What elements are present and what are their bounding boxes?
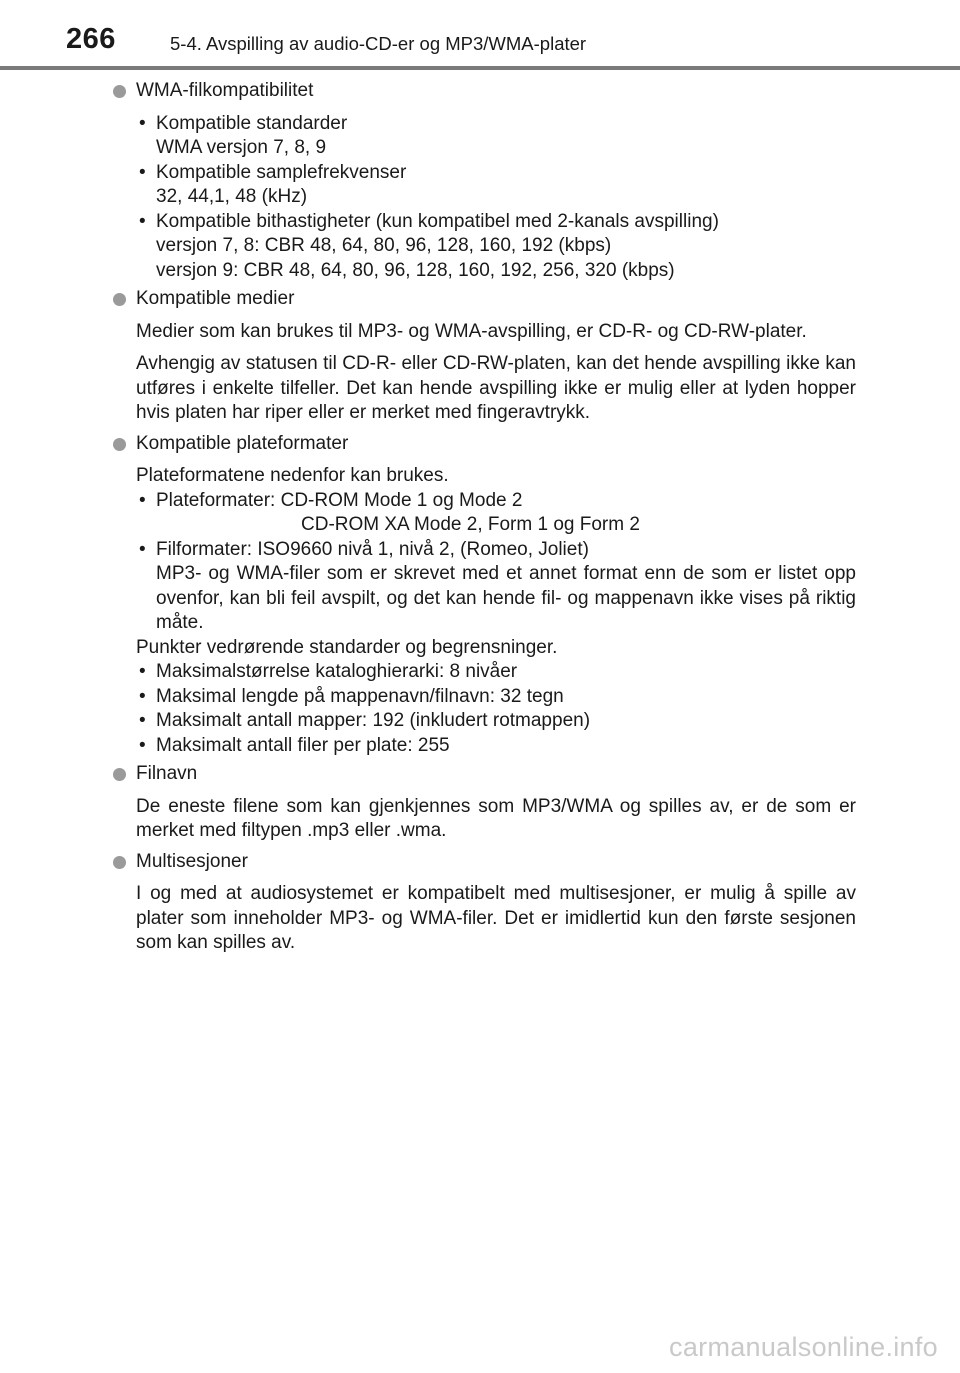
limits-list: [136, 660, 856, 758]
bullet-icon: •: [139, 112, 146, 134]
item-label: Filformater: ISO9660 nivå 1, nivå 2, (Romeo, Joliet): [156, 538, 589, 560]
item-detail: versjon 7, 8: CBR 48, 64, 80, 96, 128, 160, 192 (kbps): [156, 235, 612, 256]
section-body: [111, 795, 856, 844]
item-label: Kompatible samplefrekvenser: [156, 161, 407, 183]
circle-bullet-icon: [113, 438, 126, 451]
item-detail: versjon 9: CBR 48, 64, 80, 96, 128, 160, 192, 256, 320 (kbps): [156, 259, 675, 281]
item-label: Kompatible standarder: [156, 112, 348, 134]
paragraph: Avhengig av statusen til CD-R- eller CD-RW-platen, kan det hende avspilling ikke kan utføres i enkelte tilfeller. Det kan hende avspilling ikke er mulig eller at lyden hopper hvis platen har riper eller er merket med fingeravtrykk.: [136, 353, 856, 423]
bullet-icon: •: [139, 710, 146, 731]
list-item: [136, 210, 856, 284]
list-item: [136, 161, 856, 210]
item-label: Kompatible bithastigheter (kun kompatibel med 2-kanals avspilling): [156, 210, 719, 232]
item-detail: WMA versjon 7, 8, 9: [156, 137, 327, 158]
wma-spec-list: [136, 112, 856, 284]
section-heading: [111, 432, 856, 457]
item-label: Plateformater: CD-ROM Mode 1 og Mode 2: [156, 489, 523, 511]
list-item: [136, 660, 856, 685]
watermark: carmanualsonline.info: [669, 1332, 938, 1362]
section-heading: [111, 79, 856, 104]
bullet-icon: •: [139, 734, 146, 756]
list-item: [136, 489, 856, 538]
section-body: [111, 882, 856, 956]
list-item: [136, 538, 856, 636]
bullet-icon: •: [139, 538, 146, 560]
format-list: [136, 489, 856, 636]
circle-bullet-icon: [113, 293, 126, 306]
section-heading: [111, 762, 856, 787]
section-heading: [111, 850, 856, 875]
paragraph: Medier som kan brukes til MP3- og WMA-avspilling, er CD-R- og CD-RW-plater.: [136, 320, 807, 342]
bullet-icon: •: [139, 685, 146, 707]
circle-bullet-icon: [113, 85, 126, 98]
heading-text: Kompatible plateformater: [136, 432, 349, 454]
heading-text: Kompatible medier: [136, 288, 295, 309]
list-item: [136, 112, 856, 161]
circle-bullet-icon: [113, 768, 126, 781]
circle-bullet-icon: [113, 856, 126, 869]
item-label: Maksimalt antall filer per plate: 255: [156, 734, 450, 756]
list-item: [136, 734, 856, 759]
section-heading: [111, 287, 856, 312]
item-label: Maksimalstørrelse kataloghierarki: 8 nivåer: [156, 661, 518, 682]
heading-text: WMA-filkompatibilitet: [136, 80, 314, 101]
item-detail: 32, 44,1, 48 (kHz): [156, 186, 308, 207]
header-rule: [0, 66, 960, 70]
item-detail: CD-ROM XA Mode 2, Form 1 og Form 2: [301, 514, 640, 535]
section-body: [111, 112, 856, 284]
heading-text: Multisesjoner: [136, 850, 248, 872]
section-filename: [111, 762, 856, 844]
item-label: Maksimalt antall mapper: 192 (inkludert rotmappen): [156, 710, 591, 731]
paragraph: De eneste filene som kan gjenkjennes som MP3/WMA og spilles av, er de som er merket med filtypen .mp3 eller .wma.: [136, 795, 856, 841]
section-formats: [111, 432, 856, 759]
bullet-icon: •: [139, 661, 146, 682]
section-multisession: [111, 850, 856, 956]
page-number: 266: [66, 23, 116, 55]
item-detail: MP3- og WMA-filer som er skrevet med et annet format enn de som er listet opp ovenfor, kan bli feil avspilt, og det kan hende fil- og mappenavn ikke vises på riktig måte.: [156, 563, 856, 633]
section-body: [111, 464, 856, 758]
chapter-title: 5-4. Avspilling av audio-CD-er og MP3/WMA-plater: [170, 33, 587, 54]
section-body: [111, 320, 856, 426]
page-content: [111, 79, 856, 956]
paragraph: Plateformatene nedenfor kan brukes.: [136, 465, 449, 486]
paragraph: Punkter vedrørende standarder og begrensninger.: [136, 636, 558, 658]
list-item: [136, 709, 856, 734]
paragraph: I og med at audiosystemet er kompatibelt med multisesjoner, er mulig å spille av plater som inneholder MP3- og WMA-filer. Det er imidlertid kun den første sesjonen som kan spilles av.: [136, 883, 856, 953]
section-wma: [111, 79, 856, 283]
bullet-icon: •: [139, 489, 146, 511]
heading-text: Filnavn: [136, 763, 198, 784]
section-media: [111, 287, 856, 426]
list-item: [136, 685, 856, 710]
bullet-icon: •: [139, 161, 146, 183]
bullet-icon: •: [139, 210, 146, 232]
item-label: Maksimal lengde på mappenavn/filnavn: 32 tegn: [156, 685, 564, 707]
